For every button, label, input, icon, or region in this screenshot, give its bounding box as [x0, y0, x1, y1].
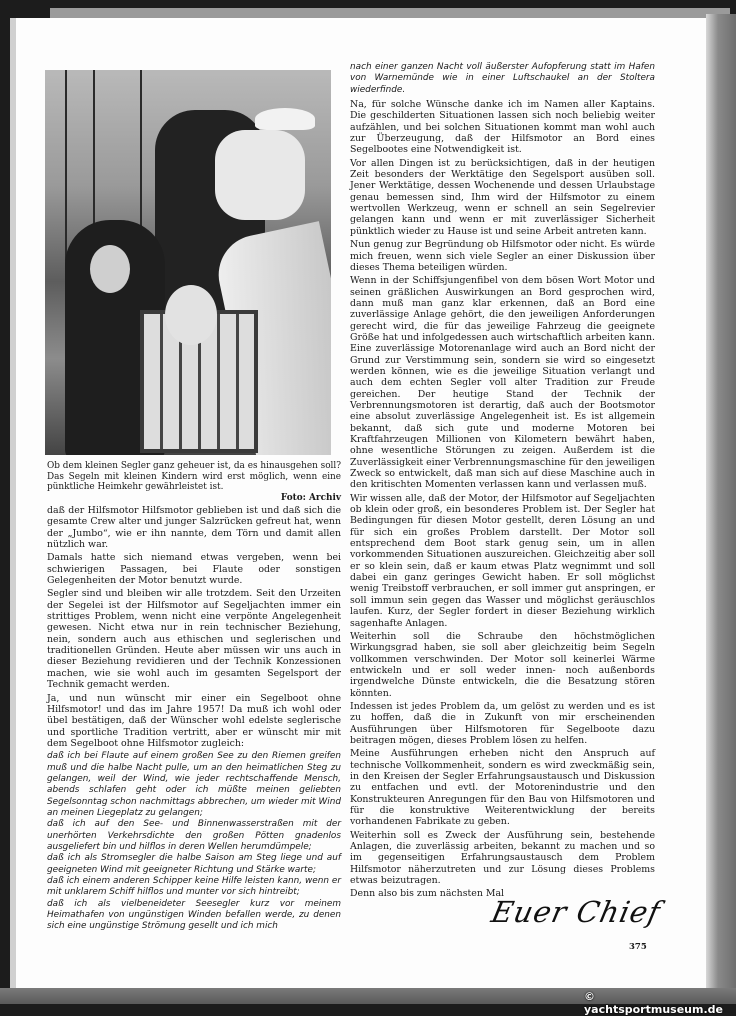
- photo-caption: [47, 461, 341, 503]
- paragraph: Indessen ist jedes Problem da, um gelöst zu werden und es ist zu hoffen, daß die in Zukunft von mir erscheinenden Ausführungen über Hilfsmotoren für Segelboote dazu beitragen mögen, dieses Problem lösen zu helfen.: [350, 700, 655, 746]
- wish-item: daß ich als vielbeneideter Seesegler kurz vor meinem Heimathafen von ungünstigen Winden befallen werde, zu denen sich eine ungünstige Strömung gesellt und ich mich: [47, 898, 341, 932]
- paragraph: Wir wissen alle, daß der Motor, der Hilfsmotor auf Segeljachten ob klein oder groß, ein besonderes Problem ist. Der Segler hat Bedingungen für diesen Motor gestellt, deren Lösung an und für sich ein großes Problem darstellt. Der Motor soll entsprechend dem Boot stark genug sein, um in allen vorkommenden Situationen auszureichen. Gleichzeitig aber soll er so klein sein, daß er kaum etwas Platz wegnimmt und soll dabei ein ganz geringes Gewicht haben. Er soll möglichst wenig Treibstoff verbrauchen, er soll immer gut anspringen, er soll immun sein gegen das Wasser und möglichst geräuschlos laufen. Kurz, der Segler fordert in dieser Beziehung wirklich sagenhafte Anlagen.: [350, 492, 655, 629]
- paragraph: Damals hatte sich niemand etwas vergeben, wenn bei schwierigen Passagen, bei Flaute oder sonstigen Gelegenheiten der Motor benutzt wurde.: [47, 552, 341, 587]
- wish-item: daß ich auf den See- und Binnenwasserstraßen mit der unerhörten Verkehrsdichte den großen Pötten gnadenlos ausgeliefert bin und hilflos in deren Wellen herumdümpele;: [47, 819, 341, 852]
- photo-shirt: [215, 130, 305, 220]
- photo-cap: [255, 108, 315, 130]
- paragraph: Wenn in der Schiffsjungenfibel von dem bösen Wort Motor und seinen gräßlichen Auswirkungen an Bord gesprochen wird, dann muß man ganz klar erkennen, daß an Bord eine zuverlässige Anlage gehört, die den jeweiligen Anforderungen gerecht wird, die für das jeweilige Fahrzeug die geeignete Größe hat und infolgedessen auch wirtschaftlich arbeiten kann. Eine zuverlässige Motorenanlage wird auch an Bord nicht der Grund zur Verstimmung sein, sondern sie wird so eingesetzt werden können, wie es die jeweilige Situation verlangt und auch dem echten Segler voll alter Tradition zur Freude gereichen. Der heutige Stand der Technik der Verbrennungsmotoren ist derartig, daß auch der Bootsmotor eine absolut zuverlässige Angelegenheit ist. Es ist allgemein bekannt, daß sich gute und moderne Motoren bei Kraftfahrzeugen Millionen von Kilometern bewährt haben, ohne wesentliche Störungen zu zeigen. Außerdem ist die Zuverlässigkeit einer Verbrennungsmaschine für den jeweiligen Zweck so entwickelt, daß man sich auf diese Maschine auch in den kritischten Momenten verlassen kann und verlassen muß.: [350, 275, 655, 491]
- page-number: 375: [629, 942, 647, 952]
- paragraph: Weiterhin soll die Schraube den höchstmöglichen Wirkungsgrad haben, sie soll aber gleichzeitig beim Segeln vollkommen verschwinden. Der Motor soll keinerlei Wärme entwickeln und er soll weder innen- noch außenbords irgendwelche Dünste entwickeln, die die Besatzung stören könnten.: [350, 630, 655, 699]
- paragraph: Nun genug zur Begründung ob Hilfsmotor oder nicht. Es würde mich freuen, wenn sich viele Segler an einer Diskussion über dieses Thema beteiligen würden.: [350, 239, 655, 273]
- wish-item: daß ich bei Flaute auf einem großen See zu den Riemen greifen muß und die halbe Nacht pulle, um an den heimatlichen Steg zu gelangen, weil der Wind, wie jeder rechtschaffende Mensch, abends schlafen geht oder ich müßte meinen geliebten Segelsonntag schon nachmittags abbrechen, um wieder mit Wind an meinen Liegeplatz zu gelangen;: [47, 751, 341, 818]
- paragraph: Meine Ausführungen erheben nicht den Anspruch auf technische Vollkommenheit, sondern es wird zweckmäßig sein, in den Kreisen der Segler Erfahrungsaustausch und Diskussion zu entfachen und evtl. der Motorenindustrie und den Konstrukteuren Anregungen für den Bau von Hilfsmotoren und für die konstruktive Weiterentwicklung der bereits vorhandenen Fabrikate zu geben.: [350, 748, 655, 828]
- copyright-watermark: © yachtsportmuseum.de: [584, 990, 723, 1016]
- scan-edge-left: [10, 18, 16, 993]
- right-column: [350, 62, 655, 902]
- handwritten-signature: Euer Chief: [488, 895, 664, 929]
- wish-item: daß ich als Stromsegler die halbe Saison am Steg liege und auf geeigneten Wind mit geeigneter Richtung und Stärke warte;: [47, 853, 341, 875]
- caption-text: Ob dem kleinen Segler ganz geheuer ist, da es hinausgehen soll? Das Segeln mit kleinen Kindern wird erst möglich, wenn eine pünktliche Heimkehr gewährleistet ist.: [47, 461, 341, 493]
- closing-line: Denn also bis zum nächsten Mal: [350, 888, 505, 900]
- paragraph: daß der Hilfsmotor Hilfsmotor geblieben ist und daß sich die gesamte Crew alter und junger Salzrücken gefreut hat, wenn der „Jumbo“, wie er ihn nannte, dem Törn und damit allen nützlich war.: [47, 505, 341, 551]
- photo-credit: Foto: Archiv: [280, 492, 341, 503]
- paragraph: Vor allen Dingen ist zu berücksichtigen, daß in der heutigen Zeit besonders der Werktätige den Segelsport ausüben soll. Jener Werktätige, dessen Wochenende und dessen Urlaubstage genau bemessen sind, Ihm wird der Hilfsmotor zu einem wertvollen Werkzeug, wenn er schnell an sein Segelrevier gelangen kann und wenn er mit zuverlässiger Sicherheit pünktlich wieder zu Hause ist und seine Arbeit antreten kann.: [350, 157, 655, 237]
- paragraph: Weiterhin soll es Zweck der Ausführung sein, bestehende Anlagen, die zuverlässig arbeiten, bekannt zu machen und so im gegenseitigen Erfahrungsaustausch dem Problem Hilfsmotor näherzutreten und zur Lösung dieses Problems etwas beizutragen.: [350, 829, 655, 887]
- paragraph: Na, für solche Wünsche danke ich im Namen aller Kaptains. Die geschilderten Situationen lassen sich noch beliebig weiter aufzählen, und bei solchen Situationen kommt man wohl auch zur Überzeugung, daß der Hilfsmotor an Bord eines Segelbootes eine Notwendigkeit ist.: [350, 99, 655, 156]
- photo-baby: [165, 285, 217, 345]
- photo-sailor-with-child: [45, 70, 331, 455]
- wish-item: daß ich einem anderen Schipper keine Hilfe leisten kann, wenn er mit unklarem Schiff hilflos und munter vor sich hintreibt;: [47, 876, 341, 898]
- scan-edge-top: [50, 8, 730, 18]
- wish-item-continued: nach einer ganzen Nacht voll äußerster Aufopferung statt im Hafen von Warnemünde wie in einer Luftschaukel an der Stoltera wiederfinde.: [350, 62, 655, 95]
- scan-edge-right: [706, 14, 736, 999]
- paragraph: Segler sind und bleiben wir alle trotzdem. Seit den Urzeiten der Segelei ist der Hilfsmotor auf Segeljachten immer ein strittiges Problem, wenn nicht eine verpönte Angelegenheit gewesen. Nicht etwa nur in rein technischer Beziehung, nein, sondern auch aus ethischen und seglerischen und traditionellen Gründen. Heute aber müssen wir uns auch in dieser Beziehung revidieren und der Technik Konzessionen machen, wie sie wohl auch im gesamten Segelsport der Technik gemacht werden.: [47, 588, 341, 691]
- photo-face: [90, 245, 130, 293]
- mast: [65, 70, 67, 270]
- left-column: [47, 505, 341, 933]
- paragraph: Ja, und nun wünscht mir einer ein Segelboot ohne Hilfsmotor! und das im Jahre 1957! Da muß ich wohl oder übel bestätigen, daß der Wünscher wohl edelste seglerische und sportliche Tradition vertritt, aber er wünscht mir mit dem Segelboot ohne Hilfsmotor zugleich:: [47, 692, 341, 749]
